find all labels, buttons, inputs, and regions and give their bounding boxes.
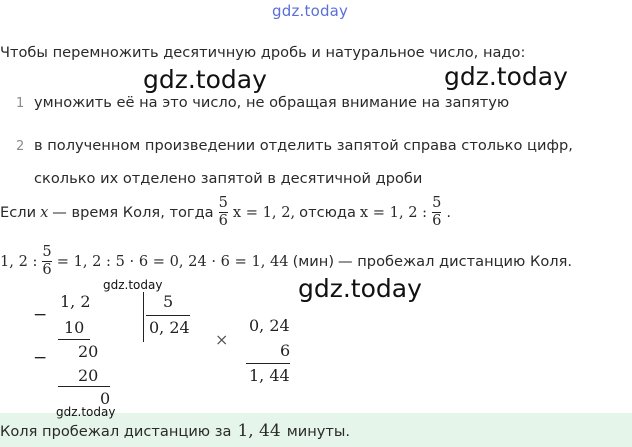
division-subtract-2: 20	[78, 366, 99, 385]
watermark-small-upper: gdz.today	[103, 278, 163, 292]
solution-line-2	[0, 244, 572, 279]
division-divisor: 5	[163, 292, 174, 311]
answer-value: 1, 44	[237, 421, 281, 441]
answer-suffix: минуты.	[286, 423, 351, 440]
division-quotient: 0, 24	[149, 318, 190, 337]
division-bracket	[143, 292, 144, 342]
division-rule-2	[58, 386, 110, 387]
division-subtract-1: 10	[64, 318, 85, 337]
fraction-5-6	[219, 195, 228, 230]
answer-line	[0, 421, 350, 441]
line1-result: x = 1, 2 :	[359, 203, 428, 221]
division-minus-2: −	[33, 348, 48, 368]
fraction-numerator: 5	[218, 194, 228, 211]
division-dividend: 1, 2	[60, 292, 91, 311]
line1-prefix: Если	[0, 203, 37, 221]
step-2-number: 2	[16, 139, 25, 154]
line1-then: отсюда	[299, 203, 356, 221]
division-minus-1: −	[33, 305, 48, 325]
fraction-5-6-second	[432, 195, 441, 230]
line2-chain: = 1, 2 : 5 · 6 = 0, 24 · 6 = 1, 44	[56, 252, 289, 270]
step-2-text: в полученном произведении отделить запятой справа столько цифр,	[34, 137, 573, 154]
multiplication-top: 0, 24	[249, 316, 290, 335]
line1-var: x	[40, 203, 49, 221]
line1-mid: — время Коля, тогда	[52, 203, 214, 221]
division-remainder-1: 20	[78, 342, 99, 361]
watermark-top: gdz.today	[272, 2, 349, 20]
division-rule-1	[58, 339, 90, 340]
step-1-number: 1	[16, 96, 25, 111]
fraction-numerator: 5	[42, 243, 52, 260]
solution-line-1	[0, 195, 451, 230]
watermark-left: gdz.today	[143, 65, 267, 94]
fraction-numerator: 5	[432, 194, 442, 211]
watermark-small-lower: gdz.today	[56, 405, 116, 419]
step-2-text-continued: сколько их отделено запятой в десятичной дроби	[34, 170, 423, 187]
line2-unit: (мин)	[292, 252, 335, 270]
multiplication-result: 1, 44	[249, 366, 290, 385]
watermark-center: gdz.today	[298, 274, 422, 303]
division-quotient-rule	[146, 315, 190, 316]
step-1-text: умножить её на это число, не обращая внимание на запятую	[34, 94, 510, 111]
fraction-denominator: 6	[42, 260, 52, 278]
watermark-right: gdz.today	[444, 62, 568, 91]
fraction-denominator: 6	[218, 211, 228, 229]
line1-equation: x = 1, 2,	[232, 203, 296, 221]
division-remainder-2: 0	[100, 389, 111, 408]
line2-rest: — пробежал дистанцию Коля.	[338, 252, 572, 270]
fraction-5-6-third	[42, 244, 51, 279]
rule-intro: Чтобы перемножить десятичную дробь и натуральное число, надо:	[0, 44, 526, 61]
line2-start: 1, 2 :	[0, 252, 38, 270]
multiplication-rule	[246, 363, 290, 364]
fraction-denominator: 6	[432, 211, 442, 229]
answer-prefix: Коля пробежал дистанцию за	[0, 423, 232, 440]
multiplication-factor: 6	[280, 341, 291, 360]
multiplication-sign: ×	[215, 330, 229, 349]
line1-end: .	[446, 203, 451, 221]
